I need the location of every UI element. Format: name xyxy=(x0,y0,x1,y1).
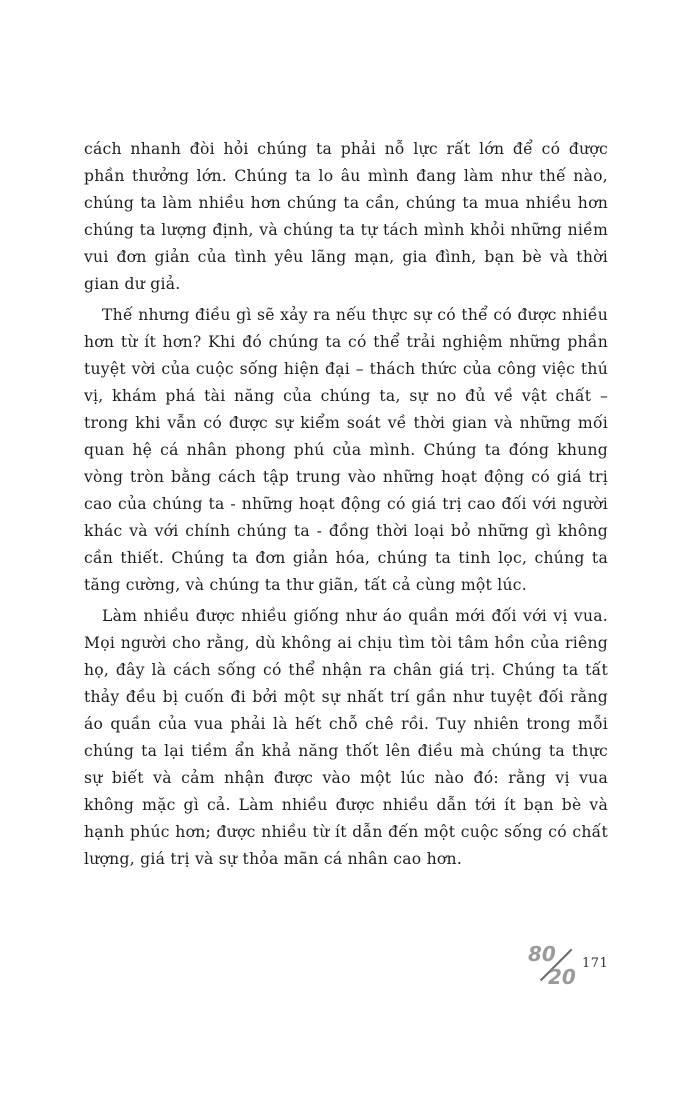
logo-top-number: 80 xyxy=(528,942,556,966)
book-logo-icon xyxy=(526,942,578,990)
page-footer xyxy=(526,942,616,990)
page-number: 171 xyxy=(582,956,609,971)
logo-bottom-number: 20 xyxy=(548,965,576,989)
paragraph-1: cách nhanh đòi hỏi chúng ta phải nỗ lực rất lớn để có được phần thưởng lớn. Chúng ta lo âu mình đang làm như thế nào, chúng ta làm nhiều hơn chúng ta cần, chúng ta mua nhiều hơn chúng ta lượng định, và chúng ta tự tách mình khỏi những niềm vui đơn giản của tình yêu lãng mạn, gia đình, bạn bè và thời gian dư giả. xyxy=(84,140,608,293)
paragraph-3: Làm nhiều được nhiều giống như áo quần mới đối với vị vua. Mọi người cho rằng, dù không ai chịu tìm tòi tâm hồn của riêng họ, đây là cách sống có thể nhận ra chân giá trị. Chúng ta tất thảy đều bị cuốn đi bởi một sự nhất trí gần như tuyệt đối rằng áo quần của vua phải là hết chỗ chê rồi. Tuy nhiên trong mỗi chúng ta lại tiềm ẩn khả năng thốt lên điều mà chúng ta thực sự biết và cảm nhận được vào một lúc nào đó: rằng vị vua không mặc gì cả. Làm nhiều được nhiều dẫn tới ít bạn bè và hạnh phúc hơn; được nhiều từ ít dẫn đến một cuộc sống có chất lượng, giá trị và sự thỏa mãn cá nhân cao hơn. xyxy=(84,607,608,868)
paragraph-2: Thế nhưng điều gì sẽ xảy ra nếu thực sự có thể có được nhiều hơn từ ít hơn? Khi đó chúng ta có thể trải nghiệm những phần tuyệt vời của cuộc sống hiện đại – thách thức của công việc thú vị, khám phá tài năng của chúng ta, sự no đủ về vật chất – trong khi vẫn có được sự kiểm soát về thời gian và những mối quan hệ cá nhân phong phú của mình. Chúng ta đóng khung vòng tròn bằng cách tập trung vào những hoạt động có giá trị cao của chúng ta - những hoạt động có giá trị cao đối với người khác và với chính chúng ta - đồng thời loại bỏ những gì không cần thiết. Chúng ta đơn giản hóa, chúng ta tinh lọc, chúng ta tăng cường, và chúng ta thư giãn, tất cả cùng một lúc. xyxy=(84,306,608,594)
body-text xyxy=(84,136,608,877)
